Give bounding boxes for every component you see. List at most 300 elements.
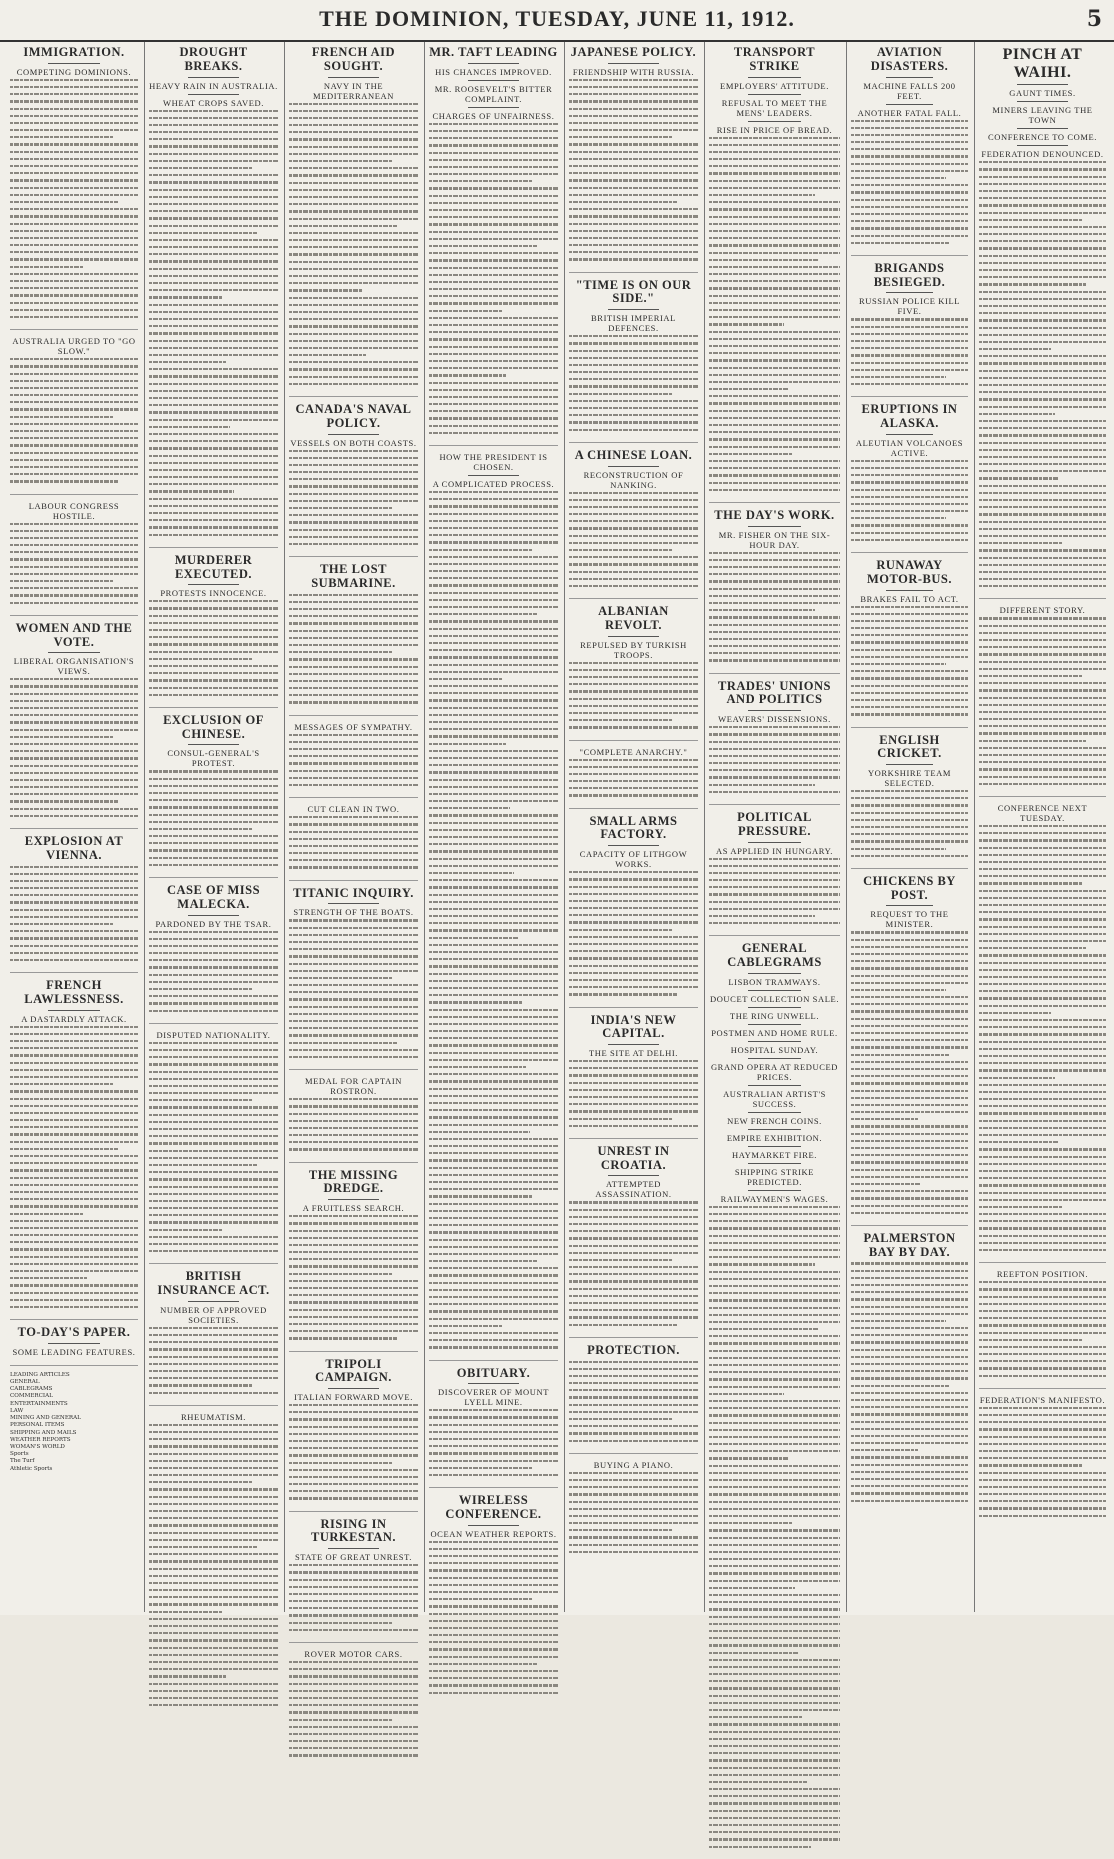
text-line xyxy=(569,499,698,501)
text-line xyxy=(709,559,840,561)
article-subhead: HOW THE PRESIDENT IS CHOSEN. xyxy=(439,452,548,472)
article-headline: THE LOST SUBMARINE. xyxy=(311,562,396,590)
text-line xyxy=(289,680,418,682)
text-line xyxy=(429,173,558,175)
text-line xyxy=(851,1442,968,1444)
divider xyxy=(886,77,933,78)
text-line xyxy=(569,1432,698,1434)
text-line xyxy=(429,850,558,852)
text-line xyxy=(149,1114,278,1116)
text-line xyxy=(979,442,1106,444)
text-line xyxy=(979,1515,1106,1517)
text-line xyxy=(709,1695,840,1697)
text-line xyxy=(289,253,418,255)
text-line xyxy=(429,592,558,594)
text-line xyxy=(851,539,968,541)
text-line xyxy=(10,129,138,131)
text-line xyxy=(429,281,558,283)
text-line xyxy=(10,815,138,817)
text-line xyxy=(851,1377,968,1379)
text-line xyxy=(10,757,138,759)
article-subhead: REEFTON POSITION. xyxy=(996,1269,1089,1280)
text-line xyxy=(851,1104,968,1106)
text-line xyxy=(851,1464,968,1466)
text-line xyxy=(289,615,418,617)
text-line xyxy=(709,1493,840,1495)
text-line xyxy=(429,577,558,579)
text-line xyxy=(149,931,278,933)
text-line xyxy=(709,1831,840,1833)
text-line xyxy=(851,510,968,512)
text-line xyxy=(429,613,537,615)
text-line xyxy=(709,165,840,167)
text-line xyxy=(429,324,558,326)
text-line xyxy=(10,187,138,189)
text-line xyxy=(709,1802,840,1804)
text-line xyxy=(979,1493,1106,1495)
text-line xyxy=(429,152,558,154)
text-line xyxy=(569,950,698,952)
text-line xyxy=(569,1074,698,1076)
text-line xyxy=(709,323,784,325)
text-line xyxy=(429,417,558,419)
text-line xyxy=(10,736,114,738)
text-line xyxy=(429,1059,558,1061)
text-line xyxy=(289,919,418,921)
text-line xyxy=(709,1414,840,1416)
text-line xyxy=(569,1536,698,1538)
text-line xyxy=(149,629,278,631)
text-line xyxy=(851,1025,968,1027)
text-line xyxy=(149,375,278,377)
text-line xyxy=(149,785,278,787)
text-line xyxy=(149,246,278,248)
text-line xyxy=(569,129,698,131)
column-6 xyxy=(704,42,844,1612)
text-line xyxy=(149,1164,257,1166)
text-line xyxy=(10,1047,138,1049)
text-line xyxy=(149,225,278,227)
divider xyxy=(748,1041,800,1042)
text-line xyxy=(979,161,1106,163)
article-subhead: DISPUTED NATIONALITY. xyxy=(156,1029,271,1040)
article-body xyxy=(289,103,418,386)
text-line xyxy=(149,260,278,262)
text-line xyxy=(709,474,840,476)
text-line xyxy=(429,1605,558,1607)
text-line xyxy=(429,656,558,658)
text-line xyxy=(569,780,698,782)
article-headline: RISING IN TURKESTAN. xyxy=(311,1516,396,1545)
text-line xyxy=(149,643,278,645)
text-line xyxy=(10,1112,138,1114)
text-line xyxy=(289,630,418,632)
text-line xyxy=(979,1303,1106,1305)
text-line xyxy=(10,1248,138,1250)
text-line xyxy=(149,1503,278,1505)
text-line xyxy=(289,762,418,764)
text-line xyxy=(851,663,946,665)
divider xyxy=(48,1010,99,1011)
text-line xyxy=(289,1462,393,1464)
text-line xyxy=(851,1320,946,1322)
text-line xyxy=(569,79,698,81)
text-line xyxy=(289,1697,418,1699)
text-line xyxy=(569,1209,698,1211)
text-line xyxy=(149,1611,223,1613)
text-line xyxy=(429,223,558,225)
text-line xyxy=(851,467,968,469)
article-subhead: VESSELS ON BOTH COASTS. xyxy=(290,437,417,448)
text-line xyxy=(10,93,138,95)
text-line xyxy=(149,1704,278,1706)
text-line xyxy=(10,880,138,882)
text-line xyxy=(289,1433,418,1435)
text-line xyxy=(709,791,840,793)
article-subhead: CONFERENCE TO COME. xyxy=(987,132,1098,143)
text-line xyxy=(979,226,1106,228)
text-line xyxy=(709,266,840,268)
text-line xyxy=(289,1042,397,1044)
text-line xyxy=(709,1601,840,1603)
text-line xyxy=(979,997,1106,999)
article-subhead: NAVY IN THE MEDITERRANEAN xyxy=(313,80,394,101)
text-line xyxy=(10,772,138,774)
text-line xyxy=(429,187,558,189)
article-subhead: A COMPLICATED PROCESS. xyxy=(432,479,555,489)
text-line xyxy=(149,498,278,500)
text-line xyxy=(10,408,138,410)
text-line xyxy=(289,311,418,313)
article-subhead: EMPLOYERS' ATTITUDE. xyxy=(720,80,829,91)
text-line xyxy=(429,973,558,975)
text-line xyxy=(429,1627,558,1629)
text-line xyxy=(149,1460,278,1462)
text-line xyxy=(149,512,278,514)
text-line xyxy=(429,728,558,730)
text-line xyxy=(10,923,114,925)
article-body xyxy=(569,1060,698,1127)
text-line xyxy=(149,1467,278,1469)
text-line xyxy=(149,268,278,270)
text-line xyxy=(709,1810,840,1812)
text-line xyxy=(709,609,815,611)
article-subhead: MESSAGES OF SYMPATHY. xyxy=(294,721,413,732)
text-line xyxy=(851,699,968,701)
article-subhead: LISBON TRAMWAYS. xyxy=(728,976,821,987)
text-line xyxy=(289,1105,418,1107)
text-line xyxy=(851,1471,968,1473)
text-line xyxy=(149,110,278,112)
article xyxy=(289,563,418,716)
text-line xyxy=(429,599,558,601)
text-line xyxy=(10,316,138,318)
text-line xyxy=(429,159,558,161)
text-line xyxy=(979,1163,1106,1165)
text-line xyxy=(149,1546,257,1548)
text-line xyxy=(10,1054,138,1056)
text-line xyxy=(851,1270,968,1272)
divider xyxy=(608,845,660,846)
text-line xyxy=(289,1497,418,1499)
text-line xyxy=(979,585,1106,587)
text-line xyxy=(289,1614,418,1616)
text-line xyxy=(569,342,698,344)
text-line xyxy=(979,1019,1106,1021)
text-line xyxy=(979,1192,1106,1194)
text-line xyxy=(289,816,418,818)
text-line xyxy=(429,1167,558,1169)
text-line xyxy=(569,1118,673,1120)
text-line xyxy=(429,231,558,233)
article-body xyxy=(979,825,1106,1251)
divider xyxy=(748,1085,800,1086)
text-line xyxy=(569,230,698,232)
text-line xyxy=(149,296,223,298)
text-line xyxy=(289,383,418,385)
text-line xyxy=(149,842,278,844)
article-subhead: NUMBER OF APPROVED SOCIETIES. xyxy=(160,1304,267,1325)
text-line xyxy=(149,1229,223,1231)
text-line xyxy=(10,172,138,174)
text-line xyxy=(979,499,1106,501)
text-line xyxy=(851,220,968,222)
text-line xyxy=(149,483,278,485)
text-line xyxy=(10,165,138,167)
text-line xyxy=(709,1608,840,1610)
text-line xyxy=(851,1370,968,1372)
text-line xyxy=(149,1445,278,1447)
article xyxy=(429,1367,558,1489)
text-line xyxy=(851,134,968,136)
text-line xyxy=(429,1303,558,1305)
text-line xyxy=(289,182,418,184)
text-line xyxy=(149,1334,278,1336)
text-line xyxy=(10,714,138,716)
text-line xyxy=(569,1237,698,1239)
text-line xyxy=(979,983,1106,985)
text-line xyxy=(979,247,1106,249)
text-line xyxy=(569,690,698,692)
text-line xyxy=(289,777,418,779)
text-line xyxy=(149,1603,278,1605)
text-line xyxy=(10,1270,138,1272)
text-line xyxy=(979,1206,1063,1208)
text-line xyxy=(429,1138,558,1140)
text-line xyxy=(149,981,278,983)
text-line xyxy=(709,886,840,888)
text-line xyxy=(289,1593,418,1595)
text-line xyxy=(10,945,138,947)
text-line xyxy=(289,1294,418,1296)
text-line xyxy=(709,1644,840,1646)
text-line xyxy=(569,378,698,380)
divider xyxy=(608,1175,660,1176)
text-line xyxy=(289,1418,418,1420)
text-line xyxy=(10,587,138,589)
text-line xyxy=(709,237,840,239)
text-line xyxy=(289,153,418,155)
text-line xyxy=(569,929,673,931)
text-line xyxy=(979,854,1106,856)
text-line xyxy=(149,857,278,859)
divider xyxy=(608,636,660,637)
text-line xyxy=(289,239,418,241)
text-line xyxy=(149,174,278,176)
text-line xyxy=(289,1733,418,1735)
text-line xyxy=(289,1747,418,1749)
text-line xyxy=(289,1404,418,1406)
text-line xyxy=(979,1457,1106,1459)
text-line xyxy=(851,692,968,694)
text-line xyxy=(709,865,840,867)
text-line xyxy=(289,1301,418,1303)
text-line xyxy=(979,962,1106,964)
article-body xyxy=(429,123,558,434)
text-line xyxy=(979,1062,1106,1064)
text-line xyxy=(289,1027,418,1029)
text-line xyxy=(569,1089,698,1091)
text-line xyxy=(429,779,558,781)
text-line xyxy=(429,915,558,917)
text-line xyxy=(709,230,840,232)
divider xyxy=(886,764,933,765)
text-line xyxy=(149,217,278,219)
text-line xyxy=(979,954,1106,956)
text-line xyxy=(429,1231,558,1233)
text-line xyxy=(979,904,1106,906)
text-line xyxy=(149,1431,278,1433)
text-line xyxy=(149,383,278,385)
text-line xyxy=(149,239,278,241)
text-line xyxy=(709,1407,840,1409)
text-line xyxy=(979,1112,1106,1114)
text-line xyxy=(979,1339,1082,1341)
text-line xyxy=(851,1277,968,1279)
text-line xyxy=(569,1316,698,1318)
text-line xyxy=(979,219,1082,221)
text-line xyxy=(429,642,558,644)
article-subhead: WHEAT CROPS SAVED. xyxy=(163,97,264,108)
text-line xyxy=(569,1125,698,1127)
text-line xyxy=(979,176,1106,178)
text-line xyxy=(429,130,558,132)
text-line xyxy=(569,201,677,203)
text-line xyxy=(429,1467,533,1469)
text-line xyxy=(851,790,968,792)
article-subhead: REFUSAL TO MEET THE MENS' LEADERS. xyxy=(721,97,828,118)
text-line xyxy=(851,340,968,342)
text-line xyxy=(851,1298,968,1300)
text-line xyxy=(429,570,558,572)
text-line xyxy=(429,1555,558,1557)
text-line xyxy=(149,1207,278,1209)
text-line xyxy=(569,1522,698,1524)
text-line xyxy=(10,693,138,695)
text-line xyxy=(709,1457,788,1459)
text-line xyxy=(851,1111,968,1113)
text-line xyxy=(429,1569,558,1571)
text-line xyxy=(10,136,114,138)
text-line xyxy=(979,1033,1106,1035)
text-line xyxy=(429,757,558,759)
column-1 xyxy=(6,42,142,1612)
article-headline: TRIPOLI CAMPAIGN. xyxy=(315,1356,392,1385)
text-line xyxy=(851,1341,968,1343)
text-line xyxy=(709,879,840,881)
text-line xyxy=(429,1109,558,1111)
text-line xyxy=(709,588,840,590)
text-line xyxy=(979,918,1106,920)
text-line xyxy=(10,1213,83,1215)
text-line xyxy=(979,1464,1082,1466)
text-line xyxy=(979,1472,1106,1474)
text-line xyxy=(851,1399,968,1401)
text-line xyxy=(289,1265,418,1267)
article xyxy=(289,403,418,557)
text-line xyxy=(149,167,253,169)
text-line xyxy=(289,361,418,363)
text-line xyxy=(10,1083,114,1085)
text-line xyxy=(289,1273,393,1275)
text-line xyxy=(289,225,397,227)
text-line xyxy=(10,244,138,246)
text-line xyxy=(709,1508,840,1510)
text-line xyxy=(979,578,1106,580)
text-line xyxy=(851,1212,968,1214)
text-line xyxy=(851,1485,968,1487)
text-line xyxy=(851,1068,968,1070)
text-line xyxy=(569,244,698,246)
text-line xyxy=(10,1148,118,1150)
text-line xyxy=(10,1169,138,1171)
index-item: Athletic Sports xyxy=(10,1465,53,1472)
text-line xyxy=(569,1273,698,1275)
text-line xyxy=(851,326,968,328)
text-line xyxy=(149,1392,278,1394)
text-line xyxy=(851,649,968,651)
text-line xyxy=(709,872,840,874)
text-line xyxy=(709,208,840,210)
text-line xyxy=(429,994,558,996)
text-line xyxy=(429,534,558,536)
text-line xyxy=(851,1018,968,1020)
text-line xyxy=(429,1159,558,1161)
text-line xyxy=(429,793,558,795)
text-line xyxy=(429,1346,558,1348)
text-line xyxy=(979,1479,1106,1481)
text-line xyxy=(979,875,1106,877)
article-subhead: RAILWAYMEN'S WAGES. xyxy=(720,1193,829,1204)
text-line xyxy=(979,1091,1106,1093)
text-line xyxy=(289,1056,418,1058)
text-line xyxy=(979,334,1106,336)
article xyxy=(709,680,840,805)
text-line xyxy=(429,721,558,723)
divider xyxy=(188,94,240,95)
article-headline: TRADES' UNIONS AND POLITICS xyxy=(718,678,831,707)
text-line xyxy=(709,424,840,426)
text-line xyxy=(289,1454,418,1456)
text-line xyxy=(429,382,558,384)
text-line xyxy=(851,1054,949,1056)
text-line xyxy=(289,347,418,349)
text-line xyxy=(149,1099,253,1101)
text-line xyxy=(569,1368,698,1370)
text-line xyxy=(979,1281,1106,1283)
text-line xyxy=(289,1661,418,1663)
text-line xyxy=(149,1106,278,1108)
